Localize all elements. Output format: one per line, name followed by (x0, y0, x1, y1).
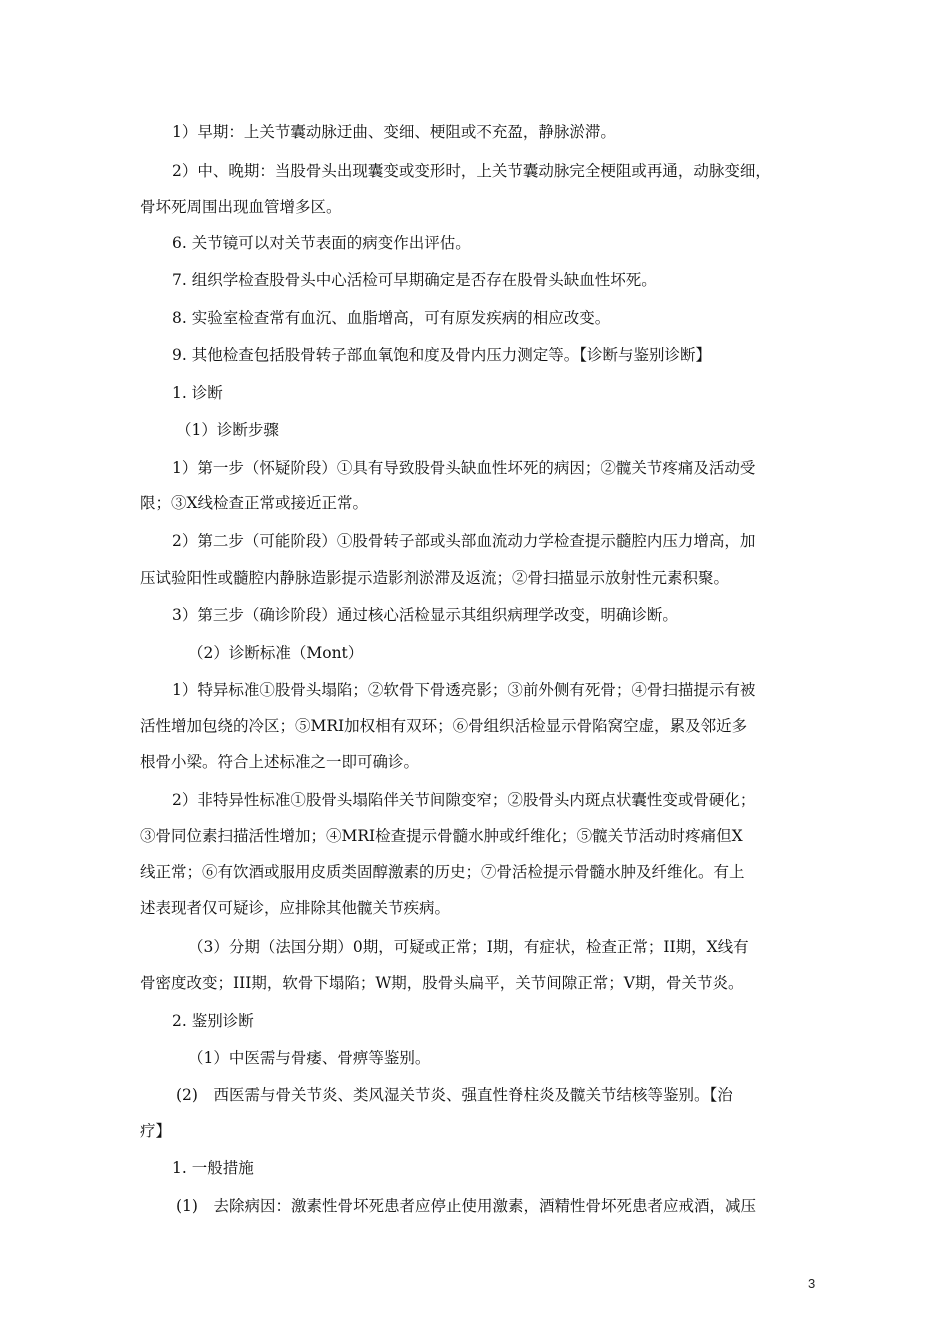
text-line-western-differential: (2) 西医需与骨关节炎、类风湿关节炎、强直性脊柱炎及髋关节结核等鉴别。【治 (176, 1086, 733, 1104)
section-heading-general-measures: 1. 一般措施 (172, 1159, 254, 1177)
text-line: 限；③X线检查正常或接近正常。 (140, 494, 369, 512)
text-line: 压试验阳性或髓腔内静脉造影提示造影剂淤滞及返流；②骨扫描显示放射性元素积聚。 (140, 569, 730, 587)
subheading-diagnostic-criteria: （2）诊断标准（Mont） (188, 644, 364, 662)
text-line: 线正常；⑥有饮酒或服用皮质类固醇激素的历史；⑦骨活检提示骨髓水肿及纤维化。有上 (140, 863, 745, 881)
text-line: 活性增加包绕的冷区；⑤MRI加权相有双环；⑥骨组织活检显示骨陷窝空虚，累及邻近多 (140, 717, 748, 735)
section-heading-differential: 2. 鉴别诊断 (172, 1012, 254, 1030)
section-heading-diagnosis: 1. 诊断 (172, 384, 223, 402)
page-number: 3 (808, 1276, 816, 1291)
text-line-step-3: 3）第三步（确诊阶段）通过核心活检显示其组织病理学改变，明确诊断。 (172, 606, 678, 624)
text-line-step-1: 1）第一步（怀疑阶段）①具有导致股骨头缺血性坏死的病因；②髋关节疼痛及活动受 (172, 459, 756, 477)
text-line: 骨坏死周围出现血管增多区。 (140, 198, 342, 216)
text-line-early-stage: 1）早期：上关节囊动脉迂曲、变细、梗阻或不充盈，静脉淤滞。 (172, 123, 616, 141)
text-line-remove-cause: (1) 去除病因：激素性骨坏死患者应停止使用激素，酒精性骨坏死患者应戒酒，减压 (176, 1197, 756, 1215)
text-line-staging: （3）分期（法国分期）0期，可疑或正常；I期，有症状，检查正常；II期，X线有 (188, 938, 749, 956)
text-line-mid-late-stage: 2）中、晚期：当股骨头出现囊变或变形时，上关节囊动脉完全梗阻或再通，动脉变细， (172, 162, 771, 180)
text-line-step-2: 2）第二步（可能阶段）①股骨转子部或头部血流动力学检查提示髓腔内压力增高，加 (172, 532, 756, 550)
text-line: 骨密度改变；III期，软骨下塌陷；W期，股骨头扁平，关节间隙正常；V期，骨关节炎。 (140, 974, 744, 992)
text-line-item-7: 7. 组织学检查股骨头中心活检可早期确定是否存在股骨头缺血性坏死。 (172, 271, 657, 289)
subheading-diagnosis-steps: （1）诊断步骤 (176, 421, 279, 439)
text-line-nonspecific-criteria: 2）非特异性标准①股骨头塌陷伴关节间隙变窄；②股骨头内斑点状囊性变或骨硬化； (172, 791, 756, 809)
text-line: 根骨小梁。符合上述标准之一即可确诊。 (140, 753, 420, 771)
text-line-item-8: 8. 实验室检查常有血沉、血脂增高，可有原发疾病的相应改变。 (172, 309, 611, 327)
text-line-item-6: 6. 关节镜可以对关节表面的病变作出评估。 (172, 234, 471, 252)
text-line: 述表现者仅可疑诊，应排除其他髋关节疾病。 (140, 899, 451, 917)
text-line-specific-criteria: 1）特异标准①股骨头塌陷；②软骨下骨透亮影；③前外侧有死骨；④骨扫描提示有被 (172, 681, 756, 699)
text-line-item-9: 9. 其他检查包括股骨转子部血氧饱和度及骨内压力测定等。【诊断与鉴别诊断】 (172, 346, 711, 364)
text-line-tcm-differential: （1）中医需与骨痿、骨痹等鉴别。 (188, 1049, 431, 1067)
text-line: 疗】 (140, 1122, 172, 1140)
text-line: ③骨同位素扫描活性增加；④MRI检查提示骨髓水肿或纤维化；⑤髋关节活动时疼痛但X (140, 827, 743, 845)
